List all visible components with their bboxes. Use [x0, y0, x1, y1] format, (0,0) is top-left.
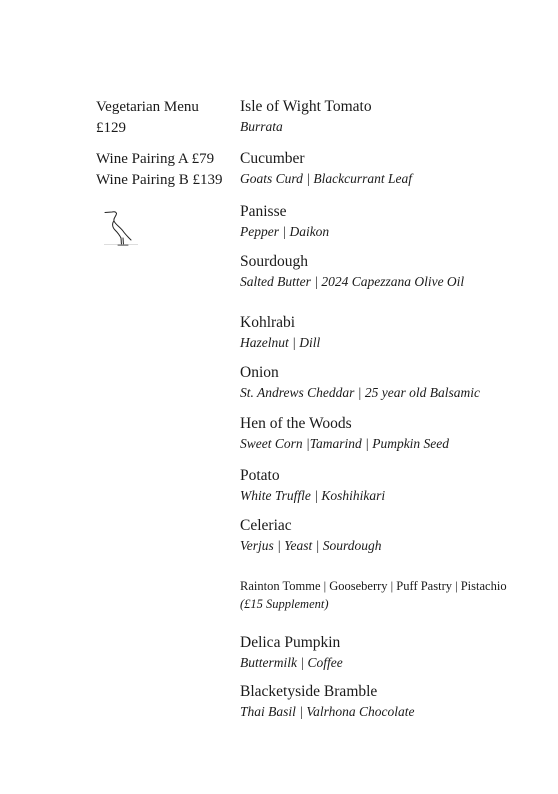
menu-title: Vegetarian Menu — [96, 99, 199, 115]
menu-info — [96, 97, 236, 191]
course-description: St. Andrews Cheddar | 25 year old Balsamic — [240, 385, 480, 400]
course-description: Salted Butter | 2024 Capezzana Olive Oil — [240, 274, 465, 289]
course-description: Buttermilk | Coffee — [240, 655, 343, 670]
course-description: Sweet Corn |Tamarind | Pumpkin Seed — [240, 436, 450, 451]
course-description: Hazelnut | Dill — [240, 335, 321, 350]
course-description: Thai Basil | Valrhona Chocolate — [240, 704, 415, 719]
wine-pairing-b: Wine Pairing B £139 — [96, 172, 223, 188]
heron-icon — [104, 208, 138, 246]
course-name: Hen of the Woods — [240, 415, 352, 432]
course-item — [240, 466, 540, 506]
course-name: Sourdough — [240, 253, 309, 270]
course-name: Celeriac — [240, 517, 292, 534]
course-description: Pepper | Daikon — [240, 224, 330, 239]
course-name: Onion — [240, 364, 279, 381]
course-item — [240, 577, 540, 613]
course-name: Blacketyside Bramble — [240, 683, 378, 700]
course-item — [240, 313, 540, 353]
course-item — [240, 682, 540, 722]
course-item — [240, 202, 540, 242]
menu-price: £129 — [96, 120, 126, 136]
course-item — [240, 252, 540, 292]
course-item — [240, 633, 540, 673]
course-name: Isle of Wight Tomato — [240, 98, 372, 115]
wine-pairing-a: Wine Pairing A £79 — [96, 151, 215, 167]
course-item — [240, 97, 540, 137]
course-description: White Truffle | Koshihikari — [240, 488, 386, 503]
course-name: Potato — [240, 467, 280, 484]
course-name: Delica Pumpkin — [240, 634, 341, 651]
course-description: Goats Curd | Blackcurrant Leaf — [240, 171, 412, 186]
course-description: Burrata — [240, 119, 283, 134]
course-name: Rainton Tomme | Gooseberry | Puff Pastry | Pistachio — [240, 579, 507, 593]
course-description: (£15 Supplement) — [240, 597, 329, 611]
course-name: Kohlrabi — [240, 314, 296, 331]
course-description: Verjus | Yeast | Sourdough — [240, 538, 382, 553]
course-item — [240, 414, 540, 454]
course-item — [240, 149, 540, 189]
course-item — [240, 363, 540, 403]
course-name: Panisse — [240, 203, 287, 220]
course-item — [240, 516, 540, 556]
course-name: Cucumber — [240, 150, 305, 167]
